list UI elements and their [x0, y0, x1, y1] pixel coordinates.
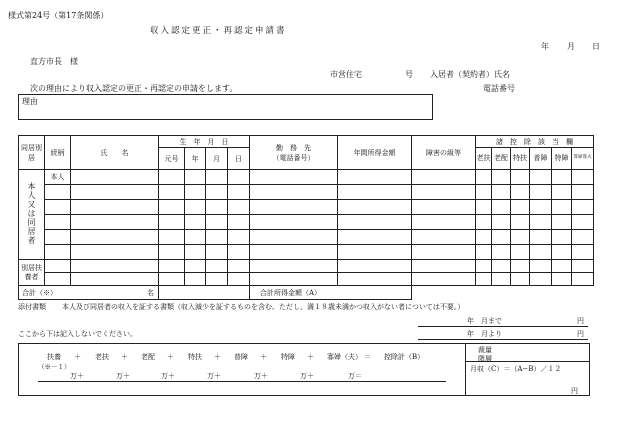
calc-man: 万＋: [207, 372, 221, 380]
col-birth-day: 日: [228, 148, 250, 170]
tenant-name-label: 入居者（契約者）氏名: [430, 70, 510, 79]
unit-label: 号: [405, 70, 413, 79]
calc-total: 控除計（B）: [384, 353, 425, 361]
col-workplace: [250, 136, 338, 170]
calc-plus: ＋: [214, 353, 221, 361]
col-ded-4: 普障: [530, 148, 552, 170]
phone-label: 電話番号: [483, 84, 515, 93]
calc-man: 万＋: [116, 372, 130, 380]
calc-fuyou: 扶養: [47, 353, 61, 361]
calc-plus: ＋: [167, 353, 174, 361]
group-separate: 別居扶養者: [19, 260, 45, 286]
calc-equals: ＝: [364, 353, 371, 361]
total-cell: [19, 286, 159, 300]
page-title: 収入認定更正・再認定申請書: [150, 26, 287, 36]
col-birthdate: 生 年 月 日: [159, 136, 250, 148]
form-number: 様式第24号（第17条関係）: [8, 11, 109, 20]
reason-box[interactable]: [18, 94, 433, 120]
col-ded-2: 老配: [492, 148, 511, 170]
table-row[interactable]: [19, 200, 594, 215]
col-ded-5: 特障: [552, 148, 572, 170]
housing-label: 市営住宅: [330, 70, 362, 79]
col-income: 年間所得金額: [338, 136, 412, 170]
calc-note: （※－１）: [38, 363, 71, 371]
table-row[interactable]: [19, 260, 594, 273]
calc-man: 万＋: [300, 372, 314, 380]
attachment-label: 添付書類: [18, 303, 46, 311]
from-yen: 円: [577, 330, 584, 338]
total-label: 合計（※）: [22, 288, 57, 297]
table-row[interactable]: [19, 245, 594, 260]
monthly-formula: 月収（C）＝（A−B）／１２: [470, 365, 562, 373]
table-row[interactable]: [19, 273, 594, 286]
until-line: [418, 326, 588, 327]
total-row: [19, 286, 594, 300]
calc-plus: ＋: [307, 353, 314, 361]
table-row[interactable]: [19, 170, 594, 185]
col-name: 氏 名: [71, 136, 159, 170]
calc-tokufu: 特扶: [188, 353, 202, 361]
col-ded-3: 特扶: [511, 148, 530, 170]
col-birth-era: 元号: [159, 148, 185, 170]
calc-fusho: 普障: [234, 353, 248, 361]
calc-plus: ＋: [260, 353, 267, 361]
col-workplace-title: 勤 務 先: [276, 143, 311, 152]
until-yen: 円: [577, 317, 584, 325]
table-row[interactable]: [19, 185, 594, 200]
col-birth-year: 年: [185, 148, 206, 170]
addressee: 直方市長 様: [30, 57, 78, 66]
calc-rohai: 老配: [141, 353, 155, 361]
cutoff-notice: ここから下は記入しないでください。: [18, 330, 137, 338]
calc-man: 万＋: [70, 372, 84, 380]
date-year: 年: [541, 42, 549, 51]
calc-plus: ＋: [74, 353, 81, 361]
calc-rofu: 老扶: [95, 353, 109, 361]
calc-tokusho: 特障: [281, 353, 295, 361]
total-unit: 名: [147, 289, 154, 297]
calc-plus: ＋: [121, 353, 128, 361]
assess-label: 裁量階層: [478, 346, 492, 363]
table-row[interactable]: [19, 215, 594, 230]
attachment-text: 本人及び同居者の収入を証する書類（収入減少を証するものを含む。ただし、満１８歳未満かつ収入がない者については不要。）: [62, 303, 465, 311]
calc-kafu: 寡婦（夫）: [327, 353, 362, 361]
col-deductions: 諸 控 除 該 当 欄: [476, 136, 594, 148]
household-table: [18, 135, 594, 300]
calc-man: 万＋: [254, 372, 268, 380]
calc-man: 万＋: [161, 372, 175, 380]
table-row[interactable]: [19, 230, 594, 245]
col-workplace-sub: （電話番号）: [272, 153, 315, 162]
self-relation: 本人: [45, 170, 71, 185]
reason-label: 理由: [22, 97, 38, 106]
from-line: [418, 339, 588, 340]
col-birth-month: 月: [206, 148, 228, 170]
group-self-cohabit: 本人又は同居者: [19, 170, 45, 260]
monthly-yen: 円: [571, 387, 578, 395]
col-relation: 続柄: [45, 136, 71, 170]
date-month: 月: [567, 42, 575, 51]
col-ded-1: 老扶: [476, 148, 492, 170]
col-disability: 障害の級等: [412, 136, 476, 170]
from-label: 年 月より: [467, 330, 502, 338]
col-cohabit: 同居別居: [19, 136, 45, 170]
statement: 次の理由により収入認定の更正・再認定の申請をします。: [30, 84, 238, 93]
calc-man-eq: 万＝: [348, 372, 362, 380]
calc-line: [38, 381, 446, 382]
total-income-label: 合計所得金額（A）: [250, 286, 412, 300]
date-day: 日: [592, 42, 600, 51]
col-ded-6: 寡婦寡夫: [572, 148, 594, 170]
until-label: 年 月まで: [467, 317, 502, 325]
